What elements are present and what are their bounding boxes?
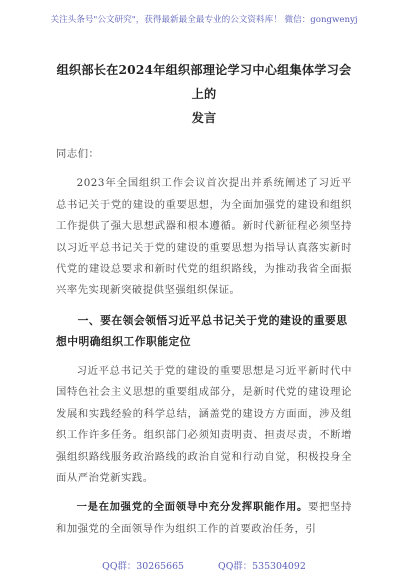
header-notice: 关注头条号"公文研究"，获得最新最全最专业的公文资料库！ 微信：gongwenyj <box>50 15 358 25</box>
document-body <box>56 58 352 540</box>
document-title <box>56 58 352 130</box>
point-1-body: 要把坚持和加强党的全面领导作为组织工作的首要政治任务，引 <box>56 501 352 535</box>
footer-qq-group-1: QQ群：30265665 <box>102 561 185 572</box>
point-1-lead: 一是在加强党的全面领导中充分发挥职能作用。 <box>76 501 309 514</box>
footer-qq-groups <box>0 558 408 572</box>
intro-paragraph: 2023年全国组织工作会议首次提出并系统阐述了习近平总书记关于党的建设的重要思想，为全面加强党的建设和组织工作提供了强大思想武器和根本遵循。新时代新征程必须坚持以习近平总书记关于党的建设的重要思想为指导认真落实新时代党的建设总要求和新时代党的组织路线，为推动我省全面振兴率先实现新突破提供坚强组织保证。 <box>56 177 352 297</box>
document-title-line-1: 组织部长在2024年组织部理论学习中心组集体学习会上的 <box>56 63 352 101</box>
footer-qq-group-2: QQ群：535304092 <box>218 561 306 572</box>
section-1-heading: 一、要在领会领悟习近平总书记关于党的建设的重要思想中明确组织工作职能定位 <box>56 313 348 349</box>
point-1-paragraph <box>56 497 352 540</box>
section-1-body: 习近平总书记关于党的建设的重要思想是习近平新时代中国特色社会主义思想的重要组成部分，是新时代党的建设理论发展和实践经验的科学总结，涵盖党的建设方方面面，涉及组织工作许多任务。组织部门必须知责明责、担责尽责，不断增强组织路线服务政治路线的政治自觉和行动自觉，积极投身全面从严治党新实践。 <box>56 365 352 485</box>
salutation: 同志们： <box>56 148 100 160</box>
document-title-line-2: 发言 <box>191 111 217 125</box>
